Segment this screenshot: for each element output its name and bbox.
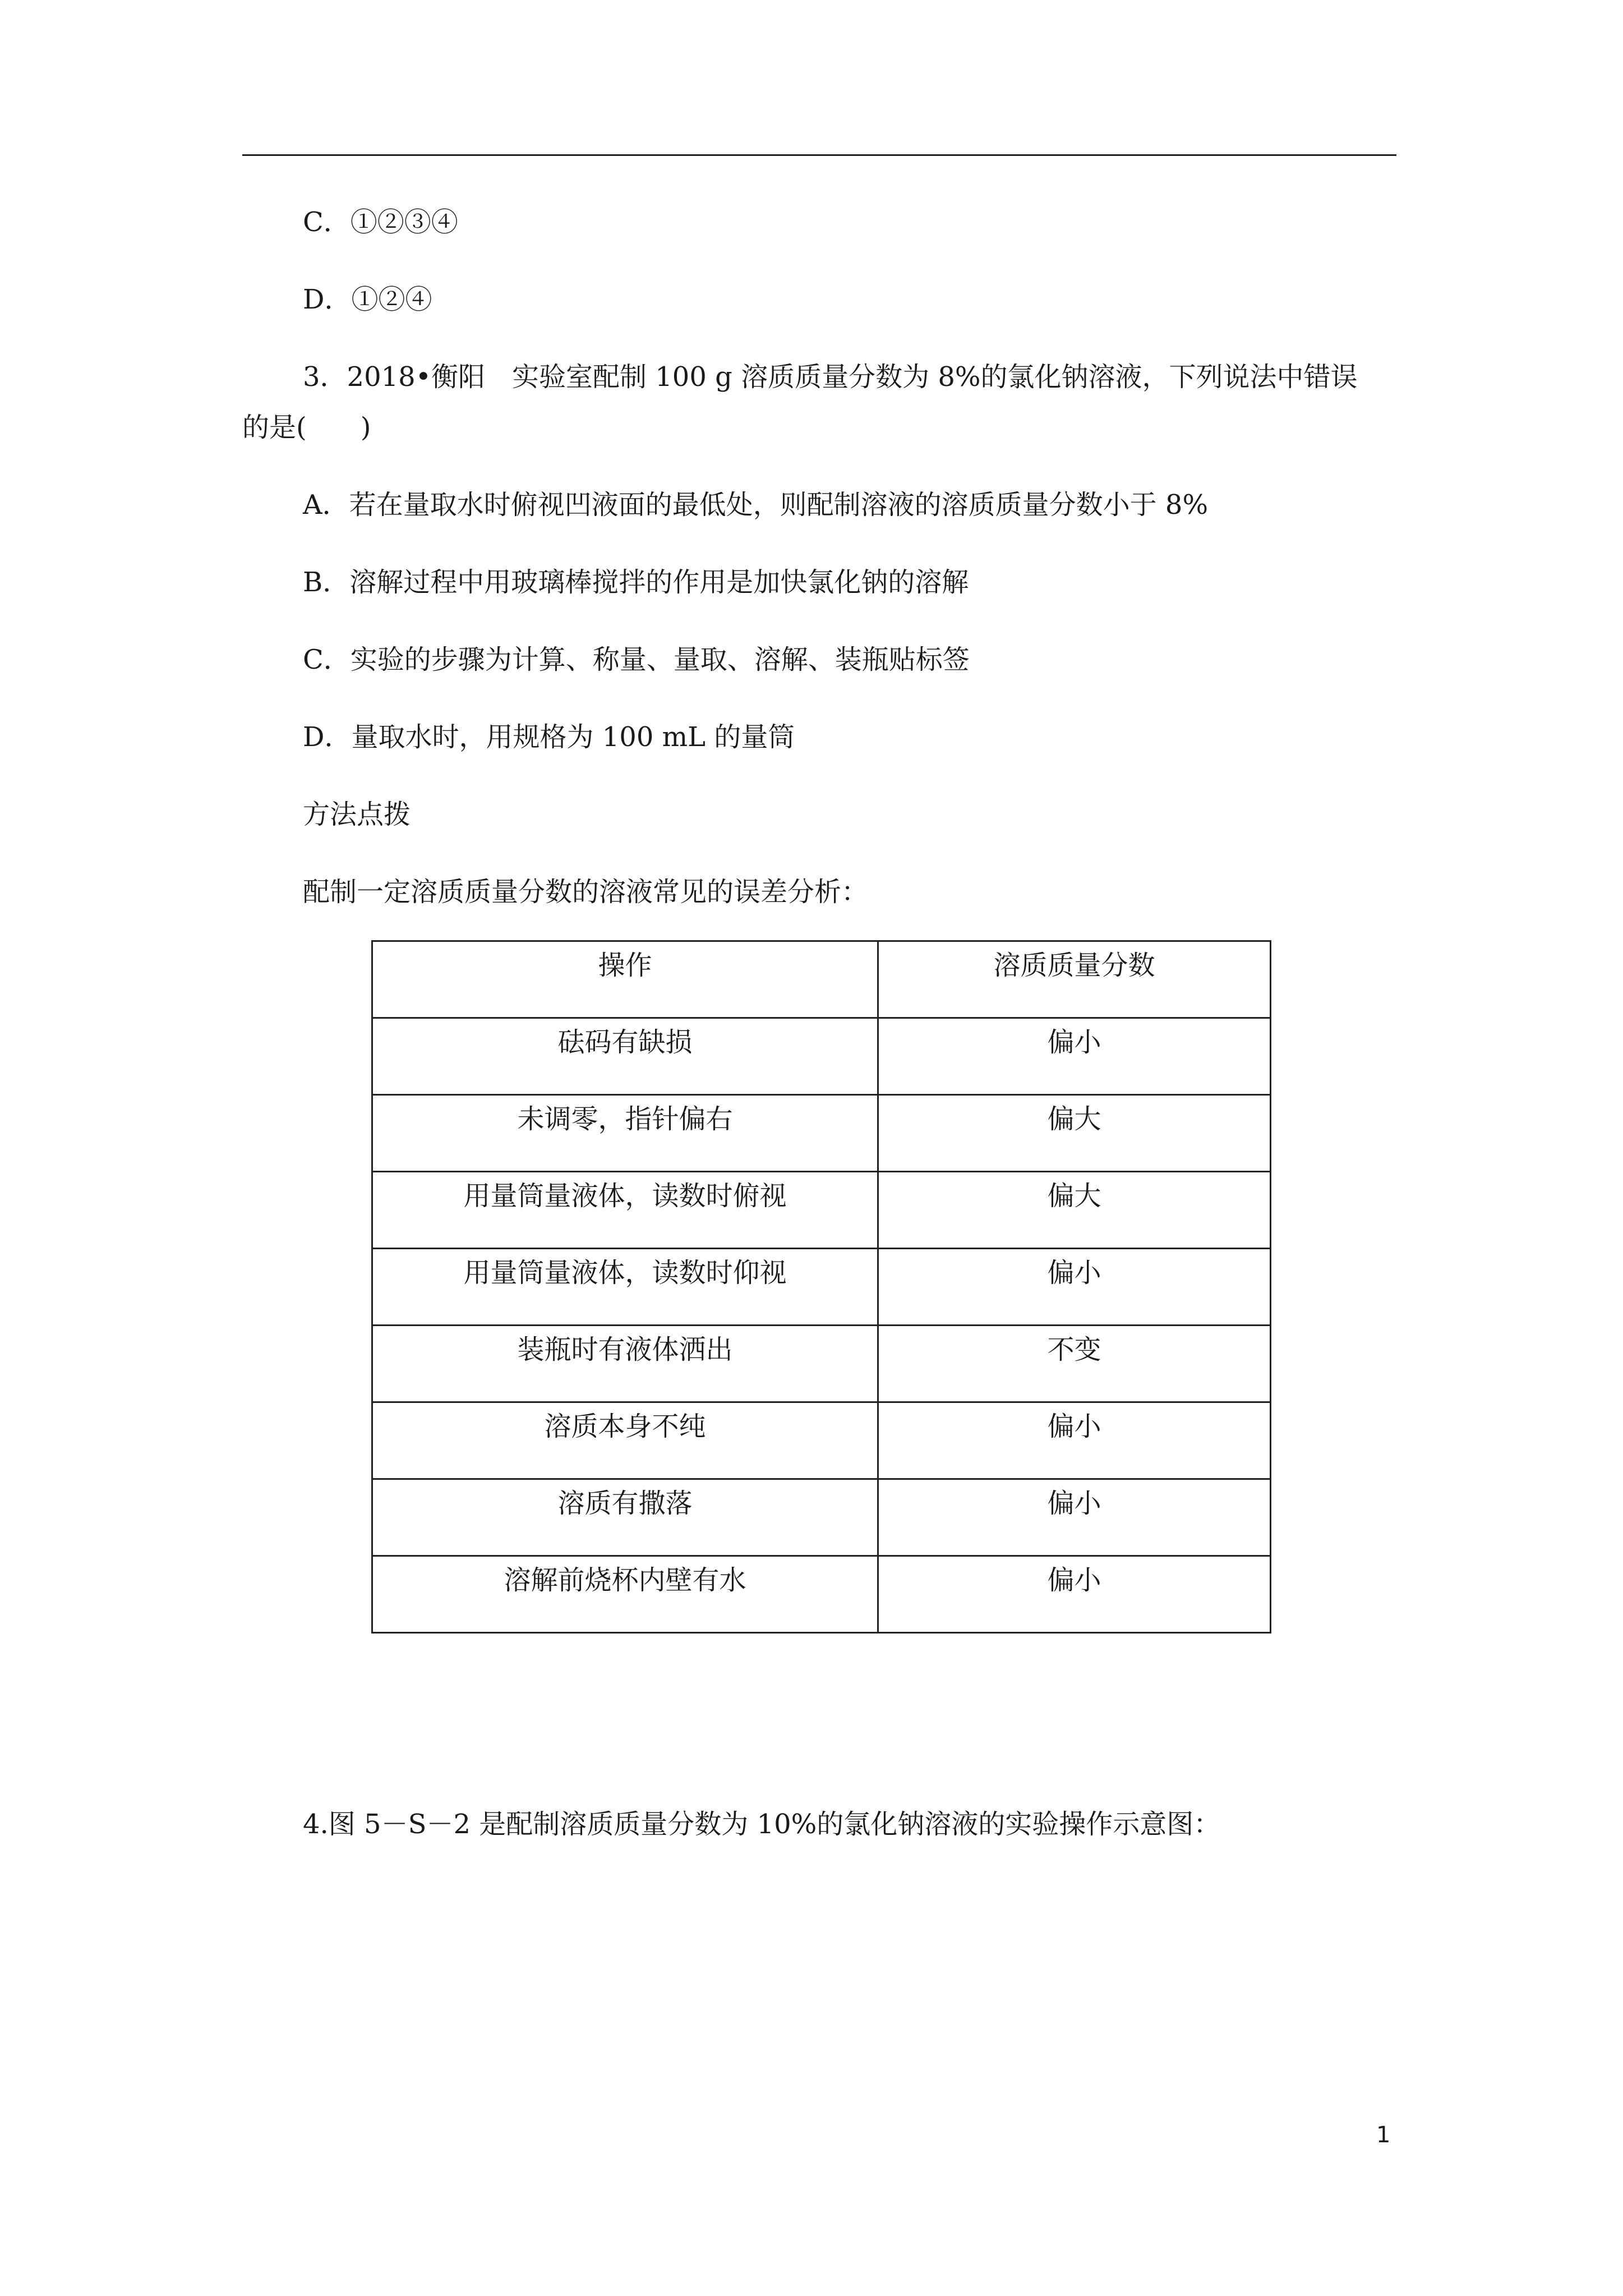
table-cell — [372, 1556, 878, 1633]
operation-cell: 砝码有缺损 — [557, 1027, 693, 1058]
effect-cell: 偏大 — [1047, 1103, 1101, 1135]
table-cell — [372, 1326, 878, 1402]
table-cell — [878, 1479, 1271, 1556]
question-3-option-d: D．量取水时，用规格为 100 mL 的量筒 — [303, 721, 795, 753]
table-cell — [372, 1479, 878, 1556]
table-header-row — [372, 941, 1271, 1018]
question-4-line: 4.图 5－S－2 是配制溶质质量分数为 10%的氯化钠溶液的实验操作示意图： — [303, 1809, 1221, 1840]
table-cell — [878, 1172, 1271, 1249]
question-3-line-1: 3．2018•衡阳 实验室配制 100 g 溶质质量分数为 8%的氯化钠溶液，下列说法中错误 — [303, 361, 1358, 393]
effect-cell: 偏小 — [1047, 1565, 1101, 1596]
table-row — [372, 1172, 1271, 1249]
table-header-cell — [372, 941, 878, 1018]
header-mass-fraction: 溶质质量分数 — [993, 950, 1155, 981]
error-analysis-table — [371, 940, 1271, 1634]
table-cell — [878, 1095, 1271, 1172]
option-d-prev: D．①②④ — [303, 284, 432, 315]
table-row — [372, 1479, 1271, 1556]
table-row — [372, 1326, 1271, 1402]
table-cell — [878, 1402, 1271, 1479]
table-row — [372, 1095, 1271, 1172]
table-header-cell — [878, 941, 1271, 1018]
operation-cell: 用量筒量液体，读数时俯视 — [463, 1180, 787, 1212]
question-3-option-c: C．实验的步骤为计算、称量、量取、溶解、装瓶贴标签 — [303, 644, 970, 675]
operation-cell: 溶质本身不纯 — [544, 1411, 706, 1442]
method-heading: 方法点拨 — [303, 799, 411, 830]
header-rule — [242, 154, 1396, 156]
operation-cell: 用量筒量液体，读数时仰视 — [463, 1257, 787, 1289]
question-3-option-a: A．若在量取水时俯视凹液面的最低处，则配制溶液的溶质质量分数小于 8% — [303, 489, 1209, 521]
table-cell — [878, 1326, 1271, 1402]
effect-cell: 偏小 — [1047, 1027, 1101, 1058]
table-cell — [878, 1249, 1271, 1326]
page-number: 1 — [1376, 2122, 1391, 2148]
effect-cell: 不变 — [1047, 1334, 1101, 1365]
option-c-prev: C．①②③④ — [303, 206, 458, 238]
question-3-option-b: B．溶解过程中用玻璃棒搅拌的作用是加快氯化钠的溶解 — [303, 567, 969, 598]
operation-cell: 装瓶时有液体洒出 — [517, 1334, 733, 1365]
table-intro: 配制一定溶质质量分数的溶液常见的误差分析： — [303, 876, 869, 908]
effect-cell: 偏小 — [1047, 1488, 1101, 1519]
table-cell — [372, 1249, 878, 1326]
table-row — [372, 1018, 1271, 1095]
effect-cell: 偏大 — [1047, 1180, 1101, 1212]
table-cell — [878, 1556, 1271, 1633]
operation-cell: 未调零，指针偏右 — [517, 1103, 733, 1135]
table-row — [372, 1249, 1271, 1326]
table-cell — [878, 1018, 1271, 1095]
table-cell — [372, 1018, 878, 1095]
effect-cell: 偏小 — [1047, 1257, 1101, 1289]
table-cell — [372, 1402, 878, 1479]
header-operation: 操作 — [598, 950, 652, 981]
table-cell — [372, 1095, 878, 1172]
table-row — [372, 1556, 1271, 1633]
operation-cell: 溶解前烧杯内壁有水 — [504, 1565, 746, 1596]
effect-cell: 偏小 — [1047, 1411, 1101, 1442]
table-cell — [372, 1172, 878, 1249]
question-3-line-2: 的是( ) — [242, 412, 371, 443]
operation-cell: 溶质有撒落 — [557, 1488, 693, 1519]
table-row — [372, 1402, 1271, 1479]
